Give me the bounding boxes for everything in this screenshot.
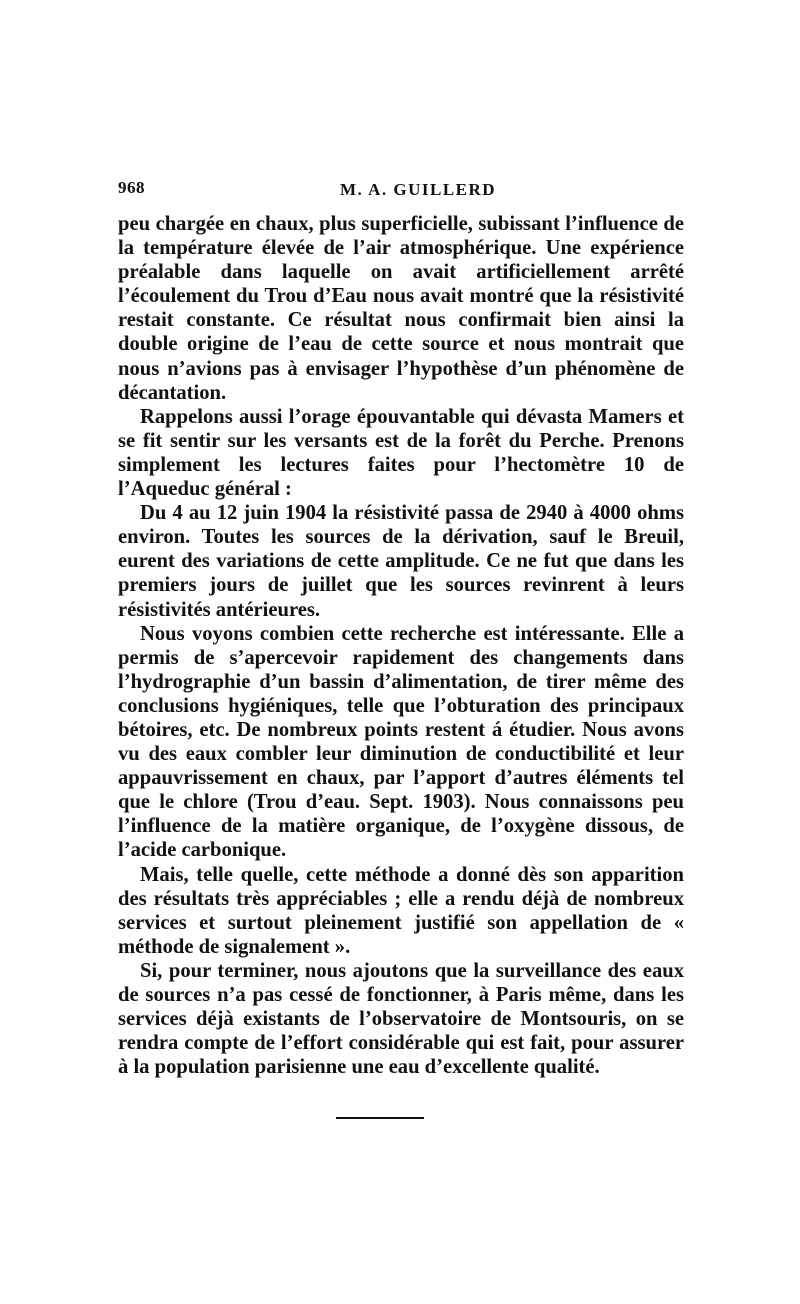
body-text bbox=[118, 212, 684, 1079]
page-header bbox=[118, 178, 683, 206]
paragraph-methode: Mais, telle quelle, cette méthode a donné dès son apparition des résultats très appréciables ; elle a rendu déjà de nombreux services et surtout pleinement justifié son appellation de « méthode de signalement ». bbox=[118, 863, 684, 958]
end-rule bbox=[336, 1117, 424, 1119]
paragraph-orage: Rappelons aussi l’orage épouvantable qui dévasta Mamers et se fit sentir sur les versants est de la forêt du Perche. Prenons simplement les lectures faites pour l’hectomètre 10 de l’Aqueduc général : bbox=[118, 405, 684, 501]
running-head: M. A. GUILLERD bbox=[340, 180, 497, 199]
paragraph-resistivite: Du 4 au 12 juin 1904 la résistivité passa de 2940 à 4000 ohms environ. Toutes les sources de la dérivation, sauf le Breuil, eurent des variations de cette amplitude. Ce ne fut que dans les premiers jours de juillet que les sources revinrent à leurs résistivités antérieures. bbox=[118, 502, 684, 621]
paragraph-recherche: Nous voyons combien cette recherche est intéressante. Elle a permis de s’apercevoir rapidement des changements dans l’hydrographie d’un bassin d’alimentation, de tirer même des conclusions hygiéniques, telle que l’obturation des principaux bétoires, etc. De nombreux points restent á étudier. Nous avons vu des eaux combler leur diminution de conductibilité et leur appauvrissement en chaux, par l’apport d’autres éléments tel que le chlore (Trou d’eau. Sept. 1903). Nous connaissons peu l’influence de la matière organique, de l’oxygène dissous, de l’acide carbonique. bbox=[118, 622, 684, 862]
page-number: 968 bbox=[118, 178, 145, 197]
paragraph-continuation: peu chargée en chaux, plus superficielle, subissant l’influence de la température élevée de l’air atmosphérique. Une expérience préalable dans laquelle on avait artificiellement arrêté l’écoulement du Trou d’Eau nous avait montré que la résistivité restait constante. Ce résultat nous confirmait bien ainsi la double origine de l’eau de cette source et nous montrait que nous n’avions pas à envisager l’hypothèse d’un phénomène de décantation. bbox=[118, 213, 684, 404]
paragraph-conclusion: Si, pour terminer, nous ajoutons que la surveillance des eaux de sources n’a pas cessé de fonctionner, à Paris même, dans les services déjà existants de l’observatoire de Montsouris, on se rendra compte de l’effort considérable qui est fait, pour assurer à la population parisienne une eau d’excellente qualité. bbox=[118, 959, 684, 1079]
